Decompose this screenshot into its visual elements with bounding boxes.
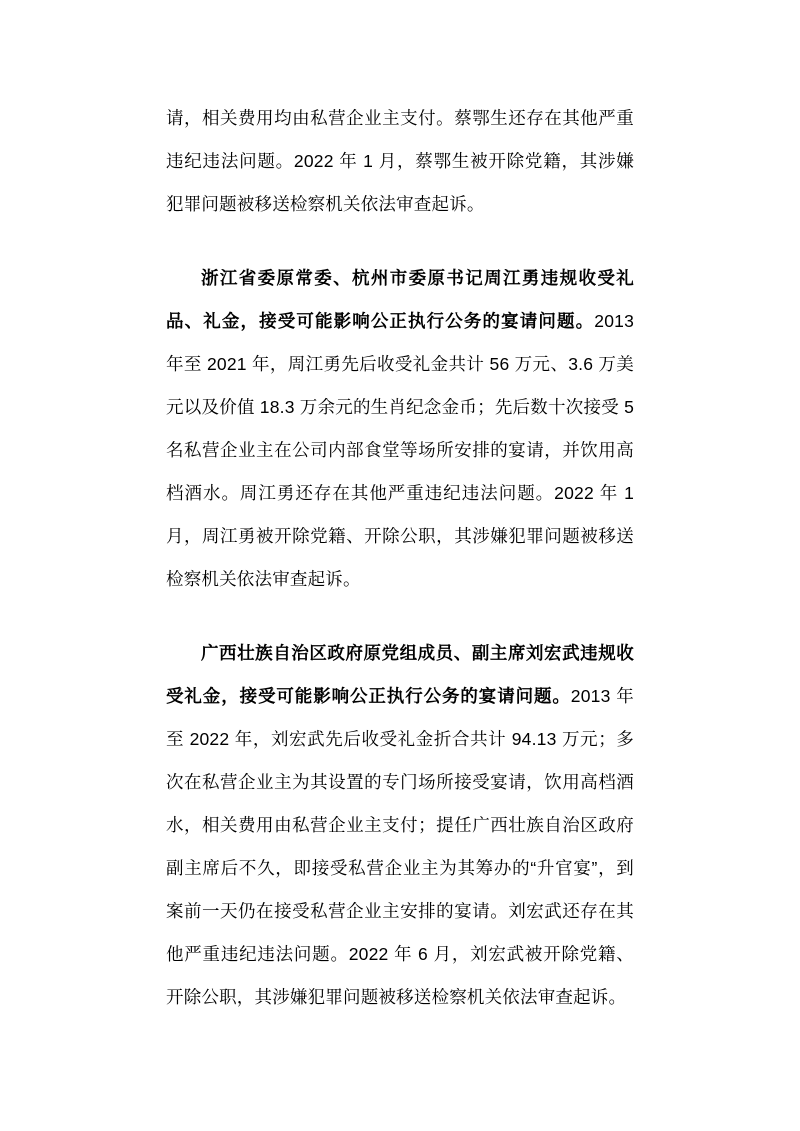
paragraph-text: 请，相关费用均由私营企业主支付。蔡鄂生还存在其他严重违纪违法问题。2022 年 1 月，蔡鄂生被开除党籍，其涉嫌犯罪问题被移送检察机关依法审查起诉。 — [166, 108, 634, 214]
paragraph-lead-bold: 广西壮族自治区政府原党组成员、副主席刘宏武违规收受礼金，接受可能影响公正执行公务的宴请问题。 — [166, 643, 634, 706]
paragraph-lead-bold: 浙江省委原常委、杭州市委原书记周江勇违规收受礼品、礼金，接受可能影响公正执行公务的宴请问题。 — [166, 268, 634, 331]
paragraph-continuation — [166, 97, 634, 226]
paragraph-liu-hongwu — [166, 632, 634, 1019]
paragraph-zhou-jiangyong — [166, 257, 634, 601]
paragraph-text: 2013 年至 2021 年，周江勇先后收受礼金共计 56 万元、3.6 万美元以及价值 18.3 万余元的生肖纪念金币；先后数十次接受 5 名私营企业主在公司内部食堂等场所安排的宴请，并饮用高档酒水。周江勇还存在其他严重违纪违法问题。2022 年 1 月，周江勇被开除党籍、开除公职，其涉嫌犯罪问题被移送检察机关依法审查起诉。 — [166, 311, 634, 589]
paragraph-text: 2013 年至 2022 年，刘宏武先后收受礼金折合共计 94.13 万元；多次在私营企业主为其设置的专门场所接受宴请，饮用高档酒水，相关费用由私营企业主支付；提任广西壮族自治区政府副主席后不久，即接受私营企业主为其筹办的“升官宴”，到案前一天仍在接受私营企业主安排的宴请。刘宏武还存在其他严重违纪违法问题。2022 年 6 月，刘宏武被开除党籍、开除公职，其涉嫌犯罪问题被移送检察机关依法审查起诉。 — [166, 686, 634, 1007]
